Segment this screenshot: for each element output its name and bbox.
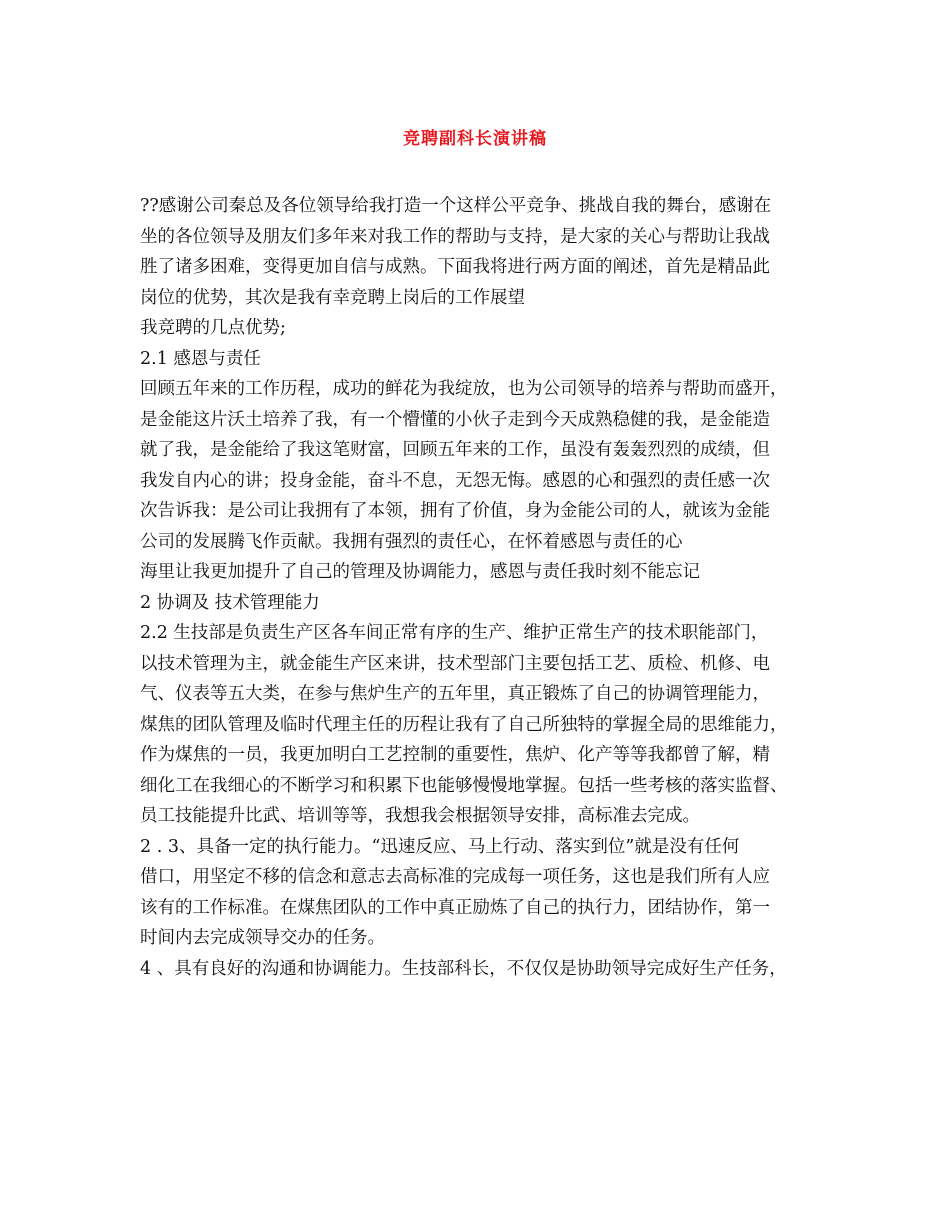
- text-line: 以技术管理为主，就金能生产区来讲，技术型部门主要包括工艺、质检、机修、电: [140, 653, 770, 674]
- text-line: 4 、具有良好的沟通和协调能力。生技部科长，不仅仅是协助领导完成好生产任务，: [140, 958, 787, 979]
- text-line: 是金能这片沃土培养了我，有一个懵懂的小伙子走到今天成熟稳健的我，是金能造: [140, 409, 770, 430]
- section-heading: 2 协调及 技术管理能力: [140, 592, 320, 613]
- text-line: 气、仪表等五大类，在参与焦炉生产的五年里，真正锻炼了自己的协调管理能力，: [140, 684, 770, 704]
- text-line: 坐的各位领导及朋友们多年来对我工作的帮助与支持，是大家的关心与帮助让我战: [140, 226, 770, 247]
- text-line: 岗位的优势，其次是我有幸竞聘上岗后的工作展望: [140, 287, 525, 308]
- text-line: 我发自内心的讲；投身金能，奋斗不息，无怨无悔。感恩的心和强烈的责任感一次: [140, 470, 770, 491]
- text-line: 时间内去完成领导交办的任务。: [140, 928, 385, 948]
- text-line: 海里让我更加提升了自己的管理及协调能力，感恩与责任我时刻不能忘记: [140, 562, 700, 582]
- text-line: ??感谢公司秦总及各位领导给我打造一个这样公平竞争、挑战自我的舞台，感谢在: [140, 196, 772, 216]
- section-heading: 我竞聘的几点优势;: [140, 318, 286, 338]
- text-line: 作为煤焦的一员，我更加明白工艺控制的重要性，焦炉、化产等等我都曾了解，精: [140, 745, 770, 765]
- text-line: 2 . 3、具备一定的执行能力。“迅速反应、马上行动、落实到位”就是没有任何: [140, 836, 740, 857]
- text-line: 借口，用坚定不移的信念和意志去高标准的完成每一项任务，这也是我们所有人应: [140, 867, 770, 887]
- document-title: 竞聘副科长演讲稿: [403, 129, 547, 149]
- text-line: 煤焦的团队管理及临时代理主任的历程让我有了自己所独特的掌握全局的思维能力，: [140, 714, 788, 735]
- text-line: 2.2 生技部是负责生产区各车间正常有序的生产、维护正常生产的技术职能部门，: [140, 623, 769, 643]
- text-line: 公司的发展腾飞作贡献。我拥有强烈的责任心，在怀着感恩与责任的心: [140, 531, 683, 552]
- text-line: 细化工在我细心的不断学习和积累下也能够慢慢地掌握。包括一些考核的落实监督、: [140, 775, 788, 796]
- section-heading: 2.1 感恩与责任: [140, 348, 261, 369]
- text-line: 就了我，是金能给了我这笔财富，回顾五年来的工作，虽没有轰轰烈烈的成绩，但: [140, 440, 770, 460]
- document-body: [140, 191, 830, 984]
- text-line: 该有的工作标准。在煤焦团队的工作中真正励炼了自己的执行力，团结协作，第一: [140, 897, 770, 918]
- text-line: 次告诉我：是公司让我拥有了本领，拥有了价值，身为金能公司的人，就该为金能: [140, 501, 770, 521]
- text-line: 员工技能提升比武、培训等等，我想我会根据领导安排，高标准去完成。: [140, 806, 700, 826]
- text-line: 回顾五年来的工作历程，成功的鲜花为我绽放，也为公司领导的培养与帮助而盛开，: [140, 379, 788, 399]
- text-line: 胜了诸多困难，变得更加自信与成熟。下面我将进行两方面的阐述，首先是精品此: [140, 257, 770, 277]
